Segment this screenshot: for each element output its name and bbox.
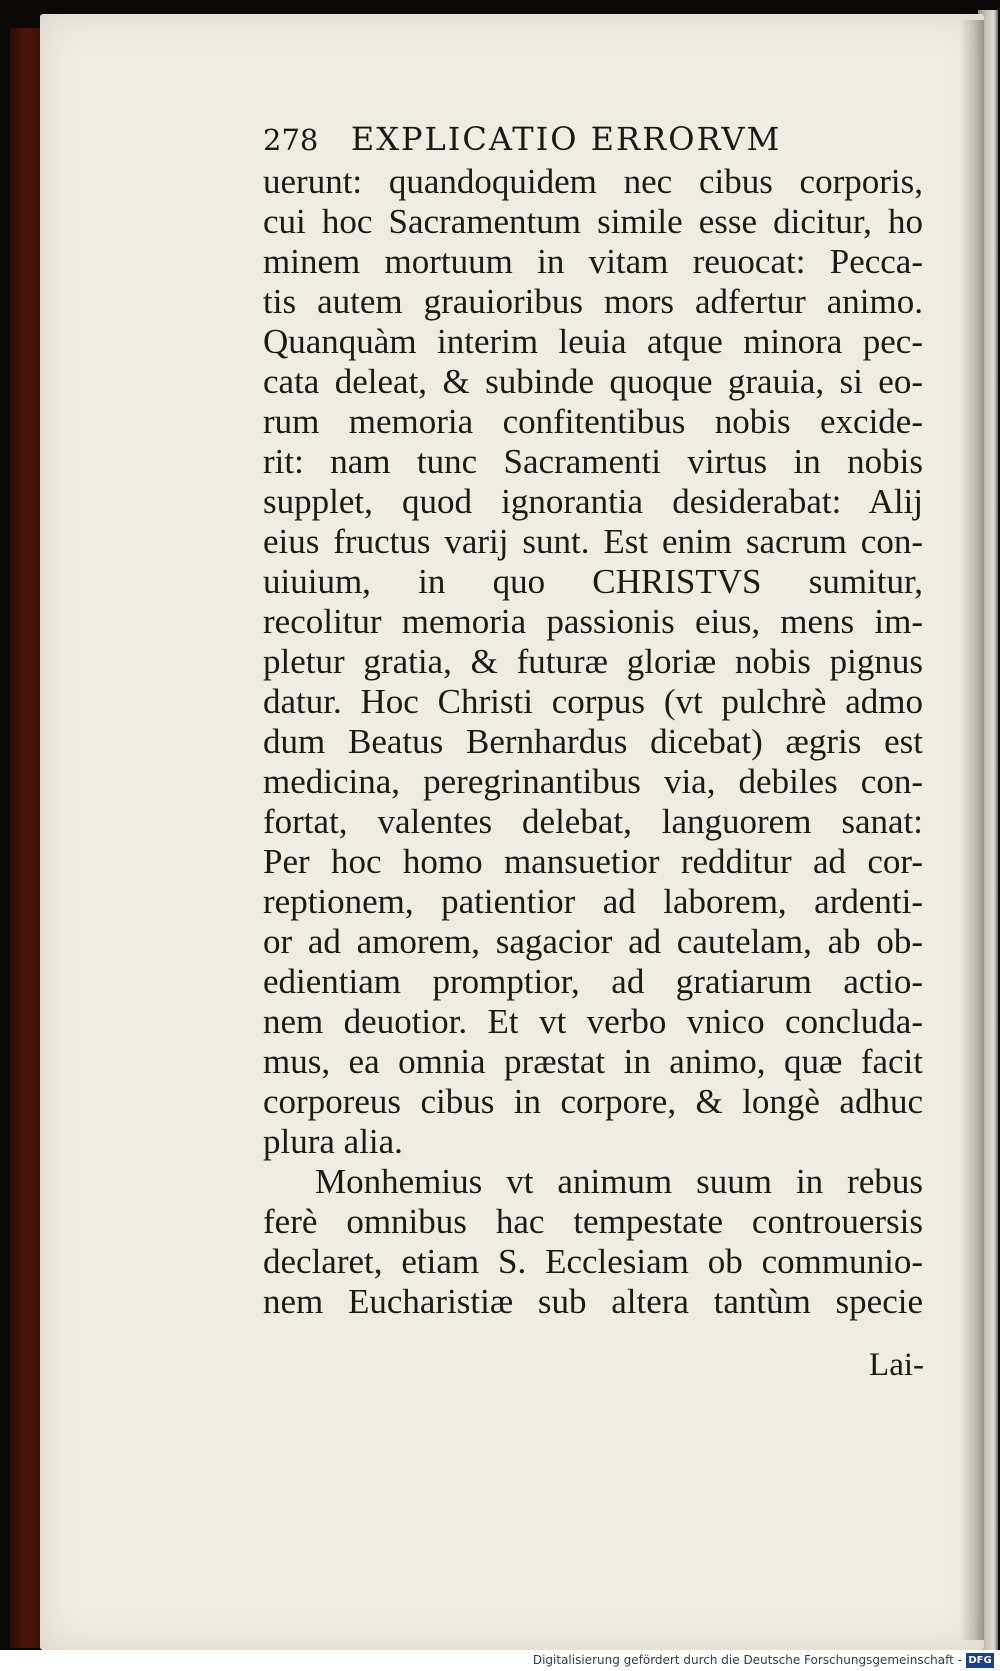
text-line: cata deleat, & subinde quoque grauia, si eo- bbox=[263, 362, 923, 401]
catchword: Lai- bbox=[869, 1347, 924, 1383]
text-line: eius fructus varij sunt. Est enim sacrum con- bbox=[263, 522, 923, 561]
text-line: fortat, valentes delebat, languorem sanat: bbox=[263, 802, 923, 841]
text-line: edientiam promptior, ad gratiarum actio- bbox=[263, 962, 923, 1001]
text-line: uerunt: quandoquidem nec cibus corporis, bbox=[263, 162, 923, 201]
text-line: datur. Hoc Christi corpus (vt pulchrè admo bbox=[263, 682, 923, 721]
text-line: tis autem grauioribus mors adfertur animo. bbox=[263, 282, 923, 321]
text-line: mus, ea omnia præstat in animo, quæ facit bbox=[263, 1042, 923, 1081]
body-text bbox=[263, 162, 923, 1322]
text-line: Quanquàm interim leuia atque minora pec- bbox=[263, 322, 923, 361]
text-line: recolitur memoria passionis eius, mens im- bbox=[263, 602, 923, 641]
text-line: rum memoria confitentibus nobis excide- bbox=[263, 402, 923, 441]
page-number: 278 bbox=[263, 123, 319, 157]
paragraph-end-line: plura alia. bbox=[263, 1122, 403, 1161]
text-line: or ad amorem, sagacior ad cautelam, ab ob- bbox=[263, 922, 923, 961]
funding-credit: Digitalisierung gefördert durch die Deutsche Forschungsgemeinschaft - bbox=[532, 1653, 962, 1667]
text-line: supplet, quod ignorantia desiderabat: Alij bbox=[263, 482, 923, 521]
text-line: rit: nam tunc Sacramenti virtus in nobis bbox=[263, 442, 923, 481]
text-line: reptionem, patientior ad laborem, ardenti- bbox=[263, 882, 923, 921]
text-line: dum Beatus Bernhardus dicebat) ægris est bbox=[263, 722, 923, 761]
text-line: uiuium, in quo CHRISTVS sumitur, bbox=[263, 562, 923, 601]
text-line: nem deuotior. Et vt verbo vnico concluda- bbox=[263, 1002, 923, 1041]
paragraph-start-line: Monhemius vt animum suum in rebus bbox=[315, 1162, 923, 1201]
text-line: cui hoc Sacramentum simile esse dicitur, ho bbox=[263, 202, 923, 241]
text-line: pletur gratia, & futuræ gloriæ nobis pignus bbox=[263, 642, 923, 681]
footer-bar bbox=[0, 1650, 1000, 1671]
text-line: ferè omnibus hac tempestate controuersis bbox=[263, 1202, 923, 1241]
text-line: corporeus cibus in corpore, & longè adhuc bbox=[263, 1082, 923, 1121]
text-line: nem Eucharistiæ sub altera tantùm specie bbox=[263, 1282, 923, 1321]
text-line: declaret, etiam S. Ecclesiam ob communio- bbox=[263, 1242, 923, 1281]
running-head bbox=[263, 116, 923, 162]
dfg-logo: DFG bbox=[966, 1653, 994, 1668]
text-line: Per hoc homo mansuetior redditur ad cor- bbox=[263, 842, 923, 881]
running-head-title: EXPLICATIO ERRORVM bbox=[350, 120, 782, 158]
text-line: medicina, peregrinantibus via, debiles con- bbox=[263, 762, 923, 801]
page-edge-shadow bbox=[960, 20, 984, 1640]
text-line: minem mortuum in vitam reuocat: Pecca- bbox=[263, 242, 923, 281]
